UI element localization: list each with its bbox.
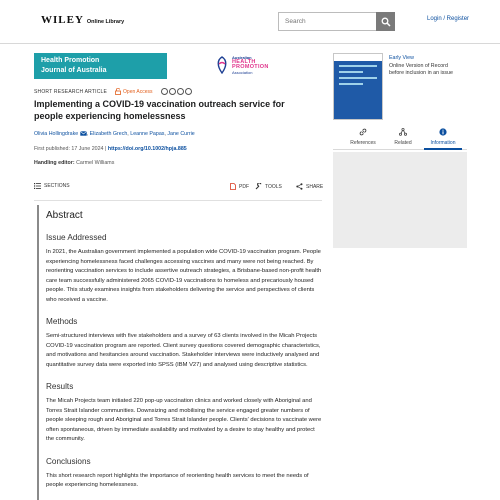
association-line4: Association [232,70,253,75]
association-line3: PROMOTION [232,64,269,70]
email-icon[interactable] [80,131,87,136]
author-link[interactable]: Olivia Hollingdrake [34,131,79,137]
pdf-icon [230,183,236,190]
share-icon [296,183,303,190]
list-icon [34,183,41,189]
sections-label: SECTIONS [44,183,70,189]
open-access-badge [115,88,152,95]
publication-info: First published: 17 June 2024 | https://doi.org/10.1002/hpja.885 [34,146,187,152]
editor-name: Carmel Williams [76,160,115,166]
editor-label: Handling editor: [34,160,75,166]
network-icon [399,128,407,136]
early-view-desc-line2: before inclusion in an issue [389,70,453,76]
association-line1: Australian [232,55,252,60]
sections-button[interactable] [34,183,70,189]
journal-name-line1: Health Promotion [41,57,100,64]
early-view-label: Early View [389,55,414,61]
association-emblem-icon [215,56,229,74]
association-line2: HEALTH [232,59,256,65]
section-heading-methods: Methods [46,317,78,326]
share-label: SHARE [306,183,324,190]
active-tab-indicator [424,148,462,150]
tools-button[interactable] [255,183,282,190]
cc-icon [161,88,168,95]
wiley-logo[interactable] [41,14,124,26]
logo-product: Online Library [86,19,125,25]
pdf-label: PDF [239,183,249,190]
license-icons[interactable] [161,88,192,95]
article-toolbar [34,182,322,194]
handling-editor [34,160,114,166]
author-list: Olivia Hollingdrake , Elizabeth Grech, Leanne Papas, Jane Currie [34,131,195,137]
section-heading-issue: Issue Addressed [46,233,107,242]
tab-information-label: Information [430,140,456,146]
cc-by-icon [169,88,176,95]
unlock-icon [115,88,121,95]
author-link[interactable]: Elizabeth Grech [89,131,128,137]
section-text-results: The Micah Projects team initiated 220 pop-up vaccination clinics and worked closely with Aboriginal and Torres Strait Islander communities. Downsizing and mobilising the service engaged greater numbers of people sleeping rough and Aboriginal and Torres Strait Islander people. Clients' decisions to vaccinate were often spontaneous, driven by immediate availability and motivated by a desire to stay healthy and protect the community. [46,398,322,442]
section-text-conclusions: This short research report highlights the importance of reorienting health services to meet the needs of people experiencing homelessness. [46,472,309,488]
section-text-issue: In 2021, the Australian government implemented a population wide COVID-19 vaccination program. People experiencing homelessness faced challenges accessing vaccines and many were not being reached. By reorienting vaccination services to include assertive outreach strategies, a Brisbane-based non-profit health care team successfully administered 2065 COVID-19 vaccinations to homeless and precariously housed people. This study examines insights from stakeholders delivering the service and perspectives of clients who received a vaccine. [46,249,322,303]
cc-nc-icon [177,88,184,95]
tools-label: TOOLS [265,183,282,190]
section-text-methods: Semi-structured interviews with five stakeholders and a survey of 63 clients involved in the Micah Projects COVID-19 vaccination program are reported. Client survey questions covered demographic characteristics, and motivations and hesitancies around vaccination. Stakeholder interviews were inductively analysed and quantitative survey data were exported into SPSS (IBM V27) and analysed using descriptive statistics. [46,333,321,368]
journal-name-line2: Journal of Australia [41,67,107,74]
info-icon [439,128,447,136]
search-box [278,12,395,31]
pdf-button[interactable] [230,183,249,190]
journal-banner[interactable] [34,53,167,79]
early-view-desc-line1: Online Version of Record [389,62,448,69]
section-heading-results: Results [46,382,74,391]
tab-references[interactable] [343,126,383,146]
article-type: SHORT RESEARCH ARTICLE [34,88,108,95]
information-panel [333,152,467,248]
tab-references-label: References [350,140,376,146]
abstract-heading: Abstract [46,210,83,221]
cc-nd-icon [185,88,192,95]
first-published-date: First published: 17 June 2024 [34,146,104,152]
author-link[interactable]: Jane Currie [167,131,195,137]
tab-related[interactable] [383,126,423,146]
share-button[interactable] [296,183,323,190]
wrench-icon [255,183,262,190]
search-button[interactable] [376,12,395,31]
author-link[interactable]: Leanne Papas [130,131,165,137]
link-icon [359,128,367,136]
tab-related-label: Related [394,140,412,146]
journal-cover-image[interactable] [333,53,383,120]
article-type-row [34,88,192,95]
section-heading-conclusions: Conclusions [46,456,91,466]
open-access-label: Open Access [123,88,153,95]
divider [34,200,322,201]
logo-brand: WILEY [41,14,84,26]
article-title: Implementing a COVID-19 vaccination outreach service for people experiencing homelessness [34,99,285,121]
abstract-panel [37,205,323,500]
tab-information[interactable] [423,126,463,146]
sidebar-tabs [333,126,467,150]
doi-link[interactable]: https://doi.org/10.1002/hpja.885 [107,146,187,152]
search-icon [381,17,391,27]
login-register-link[interactable]: Login / Register [427,16,470,22]
top-header [0,0,500,44]
early-view-info [389,55,453,78]
search-input[interactable] [279,13,376,30]
association-logo [215,55,269,75]
